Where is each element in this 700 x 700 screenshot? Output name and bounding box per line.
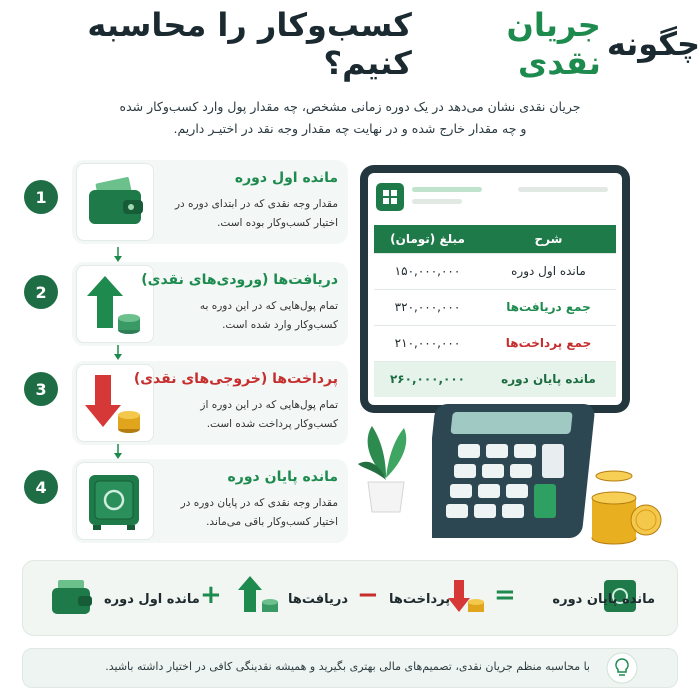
- row-amount: ۳۲۰,۰۰۰,۰۰۰: [374, 289, 481, 325]
- subtitle-line-1: جریان نقدی نشان می‌دهد در یک دوره زمانی مشخص، چه مقدار پول وارد کسب‌وکار شده: [119, 99, 581, 114]
- table-row: [374, 253, 616, 289]
- row-label: مانده پایان دوره: [481, 361, 616, 397]
- step-description: تمام پول‌هایی که در این دوره به کسب‌وکار وارد شده است.: [199, 300, 338, 331]
- formula-equals: =: [494, 580, 516, 610]
- toolbar-line: [412, 187, 482, 192]
- formula-receipts: دریافت‌ها: [288, 592, 349, 607]
- row-amount: ۱۵۰,۰۰۰,۰۰۰: [374, 253, 481, 289]
- title-part1: چگونه: [606, 25, 700, 63]
- step-card-payments: [72, 361, 348, 445]
- footer-text: با محاسبه منظم جریان نقدی، تصمیم‌های مالی بهتری بگیرید و همیشه نقدینگی کافی در اختیار داشته باشید.: [105, 660, 590, 673]
- formula-plus: +: [200, 580, 222, 610]
- table-header-row: [374, 225, 616, 253]
- arrow-down-icon: [113, 247, 123, 263]
- row-amount: ۲۶۰,۰۰۰,۰۰۰: [374, 361, 481, 397]
- table-row-total: [374, 361, 616, 397]
- table-row: [374, 289, 616, 325]
- table-row: [374, 325, 616, 361]
- title-part2: کسب‌وکار را محاسبه کنیم؟: [87, 6, 412, 82]
- row-label: جمع پرداخت‌ها: [481, 325, 616, 361]
- step-description: تمام پول‌هایی که در این دوره از کسب‌وکار پرداخت شده است.: [200, 399, 338, 430]
- calculator-icon: [432, 400, 600, 542]
- step-card-receipts: [72, 262, 348, 346]
- step-description: مقدار وجه نقدی که در ابتدای دوره در اختیار کسب‌وکار بوده است.: [174, 198, 338, 229]
- arrow-down-icon: [113, 444, 123, 460]
- step-title: مانده پایان دوره: [227, 469, 338, 485]
- subtitle-line-2: و چه مقدار خارج شده و در نهایت چه مقدار وجه نقد در اختیـر داریم.: [173, 121, 527, 136]
- formula-start-balance: مانده اول دوره: [104, 592, 200, 607]
- step-number-4: 4: [24, 470, 58, 504]
- coins-icon: [584, 458, 664, 546]
- row-label: مانده اول دوره: [481, 253, 616, 289]
- formula-payments: پرداخت‌ها: [389, 592, 451, 607]
- cash-flow-table: [374, 225, 616, 397]
- step-number-1: 1: [24, 180, 58, 214]
- arrow-up-coins-icon: [236, 574, 280, 618]
- column-header-amount: مبلغ (تومان): [374, 225, 481, 253]
- spreadsheet-icon: [376, 183, 404, 211]
- arrow-down-icon: [113, 345, 123, 361]
- wallet-icon: [76, 163, 154, 241]
- safe-icon: [76, 462, 154, 540]
- page-title: [0, 6, 700, 82]
- step-card-start-balance: [72, 160, 348, 244]
- step-title: پرداخت‌ها (خروجی‌های نقدی): [133, 371, 338, 387]
- row-label: جمع دریافت‌ها: [481, 289, 616, 325]
- toolbar-line: [518, 187, 608, 192]
- wallet-icon: [48, 576, 94, 618]
- spreadsheet-screen: [368, 173, 622, 405]
- step-description: مقدار وجه نقدی که در پایان دوره در اختیار کسب‌وکار باقی می‌ماند.: [180, 497, 338, 528]
- column-header-description: شرح: [481, 225, 616, 253]
- step-title: مانده اول دوره: [234, 170, 338, 186]
- subtitle: [40, 96, 660, 140]
- step-title: دریافت‌ها (ورودی‌های نقدی): [141, 272, 338, 288]
- row-amount: ۲۱۰,۰۰۰,۰۰۰: [374, 325, 481, 361]
- title-highlight: جریان نقدی: [506, 6, 601, 82]
- formula-end-balance: مانده پایان دوره: [552, 592, 655, 607]
- step-number-3: 3: [24, 372, 58, 406]
- step-number-2: 2: [24, 275, 58, 309]
- arrow-down-coins-icon: [444, 578, 488, 618]
- plant-icon: [356, 408, 416, 518]
- toolbar-line: [412, 199, 462, 204]
- formula-minus: −: [357, 580, 379, 610]
- lightbulb-icon: [606, 652, 638, 684]
- step-card-end-balance: [72, 459, 348, 543]
